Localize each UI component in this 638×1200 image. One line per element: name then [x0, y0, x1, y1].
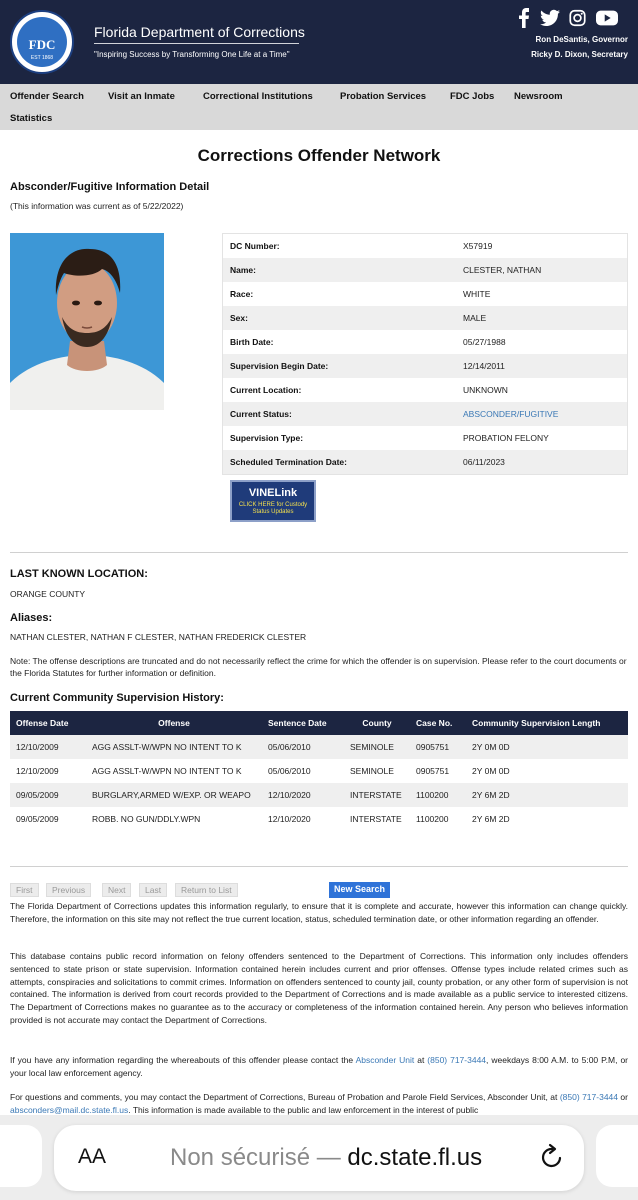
- governor-text: Ron DeSantis, Governor: [535, 35, 628, 44]
- current-as-of: (This information was current as of 5/22/2022): [10, 201, 184, 211]
- aliases-heading: Aliases:: [10, 612, 53, 624]
- case-number-link[interactable]: 1100200: [416, 814, 449, 824]
- p4-text-b: or: [618, 1092, 628, 1102]
- supervision-history-table: [10, 711, 628, 831]
- detail-label: Current Location:: [230, 385, 302, 395]
- cell: 0905751: [416, 766, 450, 776]
- text-size-button[interactable]: AA: [78, 1145, 107, 1168]
- detail-value: PROBATION FELONY: [463, 433, 549, 443]
- url-display[interactable]: [170, 1144, 482, 1172]
- instagram-icon[interactable]: [569, 8, 586, 28]
- last-known-heading: LAST KNOWN LOCATION:: [10, 568, 148, 580]
- p4-text-a: For questions and comments, you may contact the Department of Corrections, Bureau of Probation and Parole Field Services, Absconder Unit, at: [10, 1092, 560, 1102]
- domain-label: dc.state.fl.us: [347, 1144, 483, 1171]
- email-link[interactable]: absconders@mail.dc.state.fl.us: [10, 1104, 129, 1115]
- nav-fdc-jobs[interactable]: FDC Jobs: [450, 91, 495, 102]
- cell: AGG ASSLT-W/WPN NO INTENT TO K: [86, 735, 262, 759]
- page-title: Corrections Offender Network: [197, 146, 441, 165]
- nav-visit-an-inmate[interactable]: Visit an Inmate: [108, 91, 175, 102]
- aliases-value: NATHAN CLESTER, NATHAN F CLESTER, NATHAN FREDERICK CLESTER: [10, 632, 307, 642]
- cell: SEMINOLE: [350, 766, 394, 776]
- secretary-text: Ricky D. Dixon, Secretary: [531, 50, 628, 59]
- detail-label: Scheduled Termination Date:: [230, 457, 347, 467]
- detail-row: [223, 282, 627, 306]
- table-row: [10, 807, 628, 831]
- col-sentence-date: Sentence Date: [262, 711, 344, 735]
- col-supervision-length: Community Supervision Length: [466, 711, 628, 735]
- cell: 2Y 0M 0D: [472, 766, 510, 776]
- case-number-link[interactable]: 1100200: [410, 783, 466, 807]
- twitter-icon[interactable]: [540, 8, 560, 28]
- seal-est: EST 1868: [30, 55, 54, 61]
- cell: 12/10/2009: [16, 766, 59, 776]
- table-row: [10, 759, 628, 783]
- history-heading: Current Community Supervision History:: [10, 692, 224, 704]
- cell: ROBB. NO GUN/DDLY.WPN: [92, 814, 201, 824]
- detail-value: WHITE: [463, 289, 491, 299]
- nav-newsroom[interactable]: Newsroom: [514, 91, 563, 102]
- disclaimer-paragraph-3: [10, 1054, 628, 1080]
- col-county: County: [344, 711, 410, 735]
- vinelink-title: VINELink: [248, 487, 298, 499]
- table-row: [10, 735, 628, 759]
- cell: AGG ASSLT-W/WPN NO INTENT TO K: [92, 766, 242, 776]
- cell: 12/10/2020: [268, 814, 311, 824]
- detail-label: Current Status:: [230, 409, 292, 419]
- browser-toolbar: [0, 1115, 638, 1200]
- detail-value: X57919: [463, 241, 493, 251]
- last-known-value: ORANGE COUNTY: [10, 589, 86, 599]
- vinelink-cta: CLICK HERE for Custody Status Updates: [238, 502, 308, 515]
- detail-row: [223, 330, 627, 354]
- nav-correctional-institutions[interactable]: Correctional Institutions: [203, 91, 313, 102]
- disclaimer-paragraph-1: The Florida Department of Corrections updates this information regularly, to ensure that it is complete and accurate, however this information can change quickly. Therefore, the information on this site may not reflect the true current location, status, scheduled termination date, or other information regarding an offender.: [10, 901, 628, 924]
- detail-label: DC Number:: [230, 241, 280, 251]
- cell: 0905751: [410, 735, 466, 759]
- detail-value: 05/27/1988: [463, 337, 506, 347]
- p4-text-c: . This information is made available to the public and law enforcement in the interest of public: [128, 1104, 479, 1115]
- nav-statistics[interactable]: Statistics: [10, 113, 53, 124]
- detail-value: 06/11/2023: [463, 457, 505, 467]
- right-tab-preview[interactable]: [596, 1125, 638, 1187]
- cell: 2Y 6M 2D: [472, 814, 510, 824]
- first-button[interactable]: First: [10, 883, 39, 897]
- offender-detail-table: [222, 233, 628, 475]
- return-to-list-button[interactable]: Return to List: [175, 883, 238, 897]
- detail-heading: Absconder/Fugitive Information Detail: [10, 181, 210, 193]
- youtube-icon[interactable]: [596, 8, 618, 28]
- detail-label: Supervision Begin Date:: [230, 361, 329, 371]
- agency-name: Florida Department of Corrections: [94, 24, 305, 40]
- cell: 2Y 6M 2D: [466, 783, 628, 807]
- last-button[interactable]: Last: [139, 883, 167, 897]
- detail-label: Name:: [230, 265, 256, 275]
- detail-value: MALE: [463, 313, 487, 323]
- detail-value: 12/14/2011: [463, 361, 505, 371]
- cell: 05/06/2010: [268, 766, 311, 776]
- detail-row: [223, 402, 627, 426]
- detail-row: [223, 426, 627, 450]
- detail-label: Race:: [230, 289, 254, 299]
- offender-photo: [10, 233, 164, 410]
- detail-row: [223, 234, 627, 258]
- fdc-seal-logo[interactable]: [10, 10, 74, 74]
- p3-text-a: If you have any information regarding the whereabouts of this offender please contact the: [10, 1055, 356, 1065]
- col-offense: Offense: [86, 711, 262, 735]
- detail-row: [223, 450, 627, 474]
- left-tab-preview[interactable]: [0, 1125, 42, 1187]
- phone-link[interactable]: (850) 717-3444: [559, 1092, 618, 1102]
- reload-icon[interactable]: [538, 1143, 566, 1171]
- cell: 05/06/2010: [262, 735, 344, 759]
- col-offense-date: Offense Date: [10, 711, 86, 735]
- new-search-button[interactable]: New Search: [329, 882, 390, 898]
- col-case-no: Case No.: [410, 711, 466, 735]
- cell: SEMINOLE: [344, 735, 410, 759]
- cell: INTERSTATE: [350, 814, 402, 824]
- detail-row: [223, 258, 627, 282]
- previous-button[interactable]: Previous: [46, 883, 91, 897]
- section-divider: [10, 866, 628, 867]
- p3-text-b: at: [414, 1055, 428, 1065]
- offense-note: Note: The offense descriptions are truncated and do not necessarily reflect the crime for which the offender is on supervision. Please refer to the court documents or the Florida Statutes for further information or definition.: [10, 656, 627, 678]
- florida-map-emblem: [17, 17, 67, 67]
- detail-label: Supervision Type:: [230, 433, 304, 443]
- detail-value: CLESTER, NATHAN: [463, 265, 542, 275]
- nav-probation-services[interactable]: Probation Services: [340, 91, 427, 102]
- cell: 2Y 0M 0D: [466, 735, 628, 759]
- section-divider: [10, 552, 628, 553]
- detail-row: [223, 354, 627, 378]
- absconder-unit-link[interactable]: Absconder Unit: [355, 1055, 415, 1065]
- site-header: [0, 0, 638, 84]
- agency-divider: [94, 43, 299, 44]
- detail-label: Sex:: [230, 313, 248, 323]
- seal-text: FDC: [28, 37, 56, 52]
- detail-label: Birth Date:: [230, 337, 274, 347]
- cell: BURGLARY,ARMED W/EXP. OR WEAPO: [86, 783, 262, 807]
- current-status-link[interactable]: ABSCONDER/FUGITIVE: [463, 409, 559, 419]
- nav-offender-search[interactable]: Offender Search: [10, 91, 84, 102]
- next-button[interactable]: Next: [102, 883, 131, 897]
- detail-row: [223, 378, 627, 402]
- detail-row: [223, 306, 627, 330]
- cell: 09/05/2009: [16, 814, 59, 824]
- cell: INTERSTATE: [344, 783, 410, 807]
- address-bar[interactable]: [54, 1125, 584, 1191]
- cell: 12/10/2020: [262, 783, 344, 807]
- disclaimer-paragraph-4: [10, 1091, 628, 1117]
- table-header-row: [10, 711, 628, 735]
- phone-link[interactable]: (850) 717-3444: [427, 1055, 487, 1065]
- agency-motto: "Inspiring Success by Transforming One Life at a Time": [94, 50, 290, 59]
- p3-text-c: , weekdays 8:00 A.M. to 5:00 P.M, or your local law enforcement agency.: [10, 1055, 629, 1078]
- disclaimer-paragraph-2: This database contains public record information on felony offenders sentenced to the Department of Corrections. This information only includes offenders sentenced to state prison or state supervision. Information contained herein includes current and prior offenses. Offense types include related crimes such as attempts, conspiracies and solicitations to commit crimes. Information on offenders sentenced to county jail, county probation, or any other form of supervision is not contained. The information is derived from court records provided to the Department of Corrections and is made available as a public service to interested citizens. The Department of Corrections makes no guarantee as to the accuracy or completeness of the information contained herein. Any person who believes information provided is not accurate may contact the Department of Corrections.: [10, 951, 628, 1025]
- detail-value: UNKNOWN: [463, 385, 508, 395]
- cell: 09/05/2009: [10, 783, 86, 807]
- cell: 12/10/2009: [10, 735, 86, 759]
- not-secure-label: Non sécurisé —: [170, 1144, 341, 1171]
- main-nav: [0, 84, 638, 130]
- officials-block: [531, 32, 628, 62]
- vinelink-button[interactable]: [230, 480, 316, 522]
- facebook-icon[interactable]: [518, 8, 530, 28]
- table-row: [10, 783, 628, 807]
